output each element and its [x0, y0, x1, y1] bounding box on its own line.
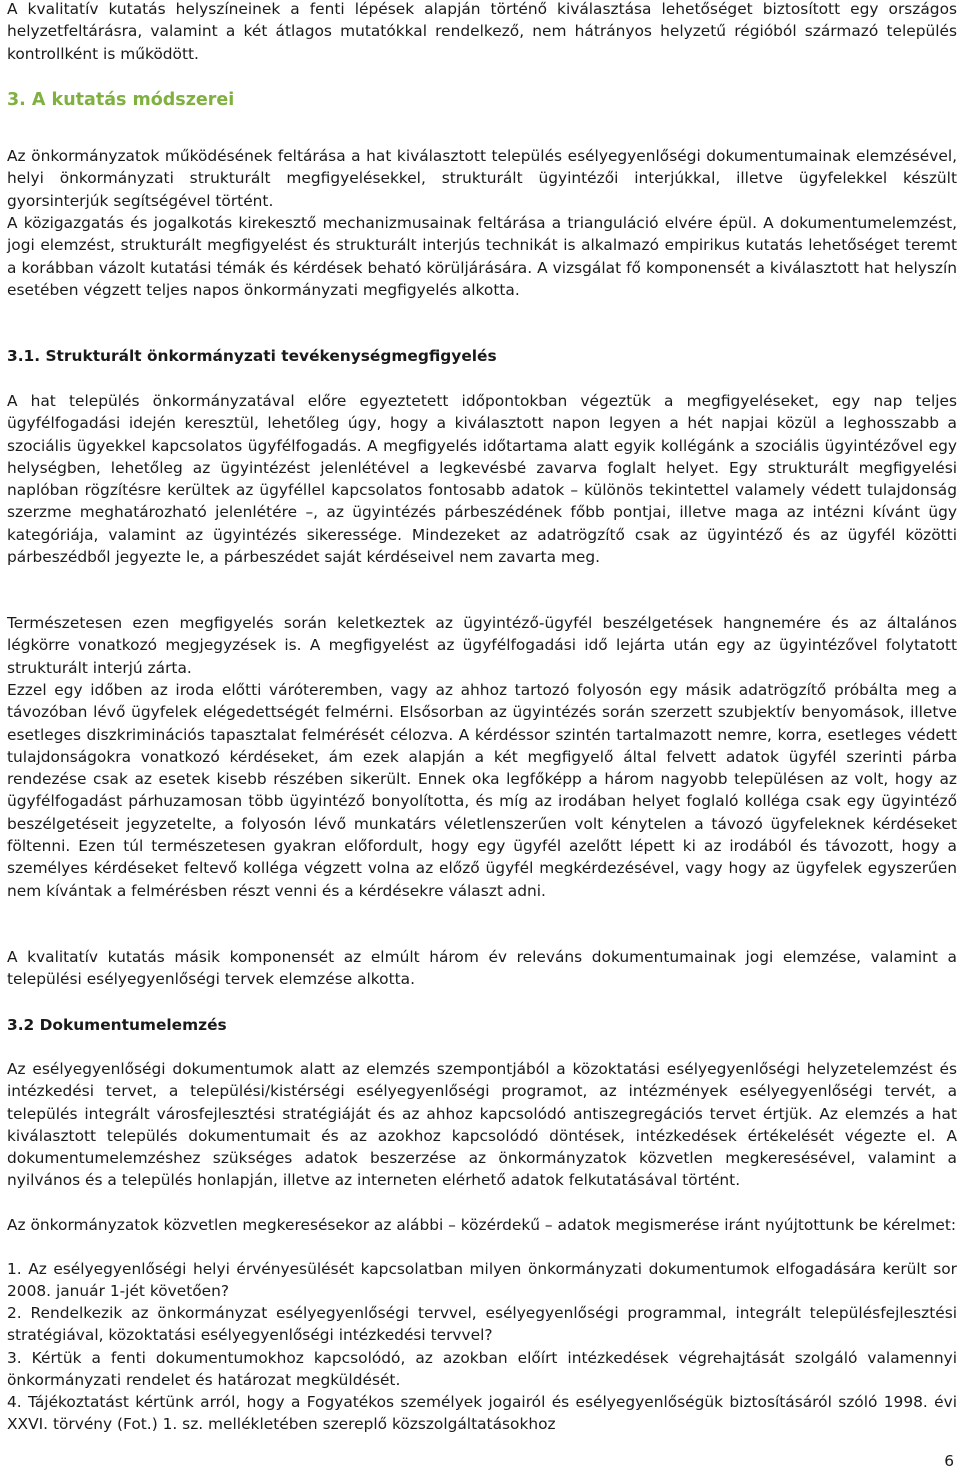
section-3-1-paragraph-2: Természetesen ezen megfigyelés során keletkeztek az ügyintéző-ügyfél beszélgetések hangnemére és az általános légkörre vonatkozó megjegyzések is. A megfigyelést az ügyfélfogadási idő lejárta után egy az ügyintézővel folytatott strukturált interjú zárta.	[7, 614, 957, 677]
section-3-paragraph-2: A közigazgatás és jogalkotás kirekesztő mechanizmusainak feltárása a trianguláció elvére épül. A dokumentumelemzést, jogi elemzést, strukturált megfigyelést és strukturált interjús technikát is alkalmazó empirikus kutatás lehetőséget teremt a korábban vázolt kutatási témák és kérdések beható körüljárására. A vizsgálat fő komponensét a kiválasztott hat helyszín esetében végzett teljes napos önkormányzati megfigyelés alkotta.	[7, 214, 957, 299]
page-number: 6	[944, 1452, 954, 1470]
section-3-2-paragraph-2: Az önkormányzatok közvetlen megkeresésekor az alábbi – közérdekű – adatok megismerése iránt nyújtottunk be kérelmet:	[7, 1216, 957, 1234]
section-3-1-paragraph-3: Ezzel egy időben az iroda előtti váróteremben, vagy az ahhoz tartozó folyosón egy másik adatrögzítő próbálta meg a távozóban lévő ügyfelek elégedettségét felmérni. Elsősorban az ügyintézés során szerzett szubjektív benyomások, illetve esetleges diszkriminációs tapasztalat felmérését célozva. A kérdéssor szintén tartalmazott nemre, korra, esetleges védett tulajdonságokra vonatkozó kérdéseket, ám ezek alapján a két megfigyelő által felvett adatok ügyfél szerinti párba rendezése csak az esetek kisebb részében sikerült. Ennek oka legfőképp a három nagyobb településen az volt, hogy az ügyfélfogadást párhuzamosan több ügyintéző bonyolította, és míg az irodában helyet foglaló kollégа csak egy ügyintéző beszélgetéseit jegyzetelte, a folyosón lévő munkatárs véletlenszerűen volt kénytelen a távozó ügyfeleknek kérdéseket föltenni. Ezen túl természetesen gyakran előfordult, hogy egy ügyfél azelőtt lépett ki az irodából és távozott, hogy a személyes kérdéseket feltevő kolléga végzett volna az előző ügyfél megkérdezésével, vagy hogy az ügyfelek egyszerűen nem kívántak a felmérésben részt venni és a kérdésekre választ adni.	[7, 681, 957, 900]
request-item-1: 1. Az esélyegyenlőségi helyi érvényesülését kapcsolatban milyen önkormányzati dokumentumok elfogadására került sor 2008. január 1-jét követően?	[7, 1260, 957, 1301]
request-item-2: 2. Rendelkezik az önkormányzat esélyegyenlőségi tervvel, esélyegyenlőségi programmal, integrált településfejlesztési stratégiával, közoktatási esélyegyenlőségi intézkedési tervvel?	[7, 1304, 957, 1345]
intro-paragraph: A kvalitatív kutatás helyszíneinek a fenti lépések alapján történő kiválasztása lehetőséget biztosított egy országos helyzetfeltárásra, valamint a két átlagos mutatókkal rendelkező, nem hátrányos helyzetű régióból származó település kontrollként is működött.	[7, 0, 957, 63]
section-3-2-paragraph-1: Az esélyegyenlőségi dokumentumok alatt az elemzés szempontjából a közoktatási esélyegyenlőségi helyzetelemzést és intézkedési tervet, a települési/kistérségi esélyegyenlőségi programot, az intézmények esélyegyenlőségi tervét, a település integrált városfejlesztési stratégiáját és az ahhoz kapcsolódó antiszegregációs tervet értjük. Az elemzés a hat kiválasztott település dokumentumait és az azokhoz kapcsolódó döntések, intézkedések értékelését végezte el. A dokumentumelemzéshez szükséges adatok beszerzése az önkormányzatok közvetlen megkeresésével, valamint a nyilvános és a település honlapján, illetve az interneten elérhető adatok felkutatásával történt.	[7, 1060, 957, 1190]
request-item-4: 4. Tájékoztatást kértünk arról, hogy a Fogyatékos személyek jogairól és esélyegyenlőségük biztosításáról szóló 1998. évi XXVI. törvény (Fot.) 1. sz. mellékletében szereplő közszolgáltatásokhoz	[7, 1393, 957, 1434]
section-3-heading: 3. A kutatás módszerei	[7, 90, 235, 110]
request-item-3: 3. Kértük a fenti dokumentumokhoz kapcsolódó, az azokban előírt intézkedések végrehajtását szolgáló valamennyi önkormányzati rendelet és határozat megküldését.	[7, 1349, 957, 1390]
section-3-1-heading: 3.1. Strukturált önkormányzati tevékenységmegfigyelés	[7, 347, 497, 365]
section-3-1-paragraph-4: A kvalitatív kutatás másik komponensét az elmúlt három év releváns dokumentumainak jogi elemzése, valamint a települési esélyegyenlőségi tervek elemzése alkotta.	[7, 948, 957, 989]
section-3-paragraph-1: Az önkormányzatok működésének feltárása a hat kiválasztott település esélyegyenlőségi dokumentumainak elemzésével, helyi önkormányzati strukturált megfigyelésekkel, strukturált ügyintézői interjúkkal, illetve ügyfelekkel készült gyorsinterjúk segítségével történt.	[7, 147, 957, 210]
section-3-1-paragraph-1: A hat település önkormányzatával előre egyeztetett időpontokban végeztük a megfigyeléseket, egy nap teljes ügyfélfogadási idején keresztül, lehetőleg úgy, hogy a kiválasztott napon legyen a hét napjai közül a leghosszabb a szociális ügyekkel kapcsolatos ügyfélfogadás. A megfigyelés időtartama alatt egyik kollégánk a szociális ügyintézővel egy helységben, lehetőleg az ügyintézést jelenlétével a legkevésbé zavarva foglalt helyet. Egy strukturált megfigyelési naplóban rögzítésre kerültek az ügyféllel kapcsolatos fontosabb adatok – különös tekintettel valamely védett tulajdonság szerzme meghatározható jelenlétére –, az ügyintézés párbeszédének főbb pontjai, illetve maga az intézni kívánt ügy kategóriája, valamint az ügyintézés sikeressége. Mindezeket az adatrögzítő csak az ügyintéző és az ügyfél közötti párbeszédből jegyezte le, a párbeszédet saját kérdéseivel nem zavarta meg.	[7, 392, 957, 567]
section-3-2-heading: 3.2 Dokumentumelemzés	[7, 1016, 227, 1034]
